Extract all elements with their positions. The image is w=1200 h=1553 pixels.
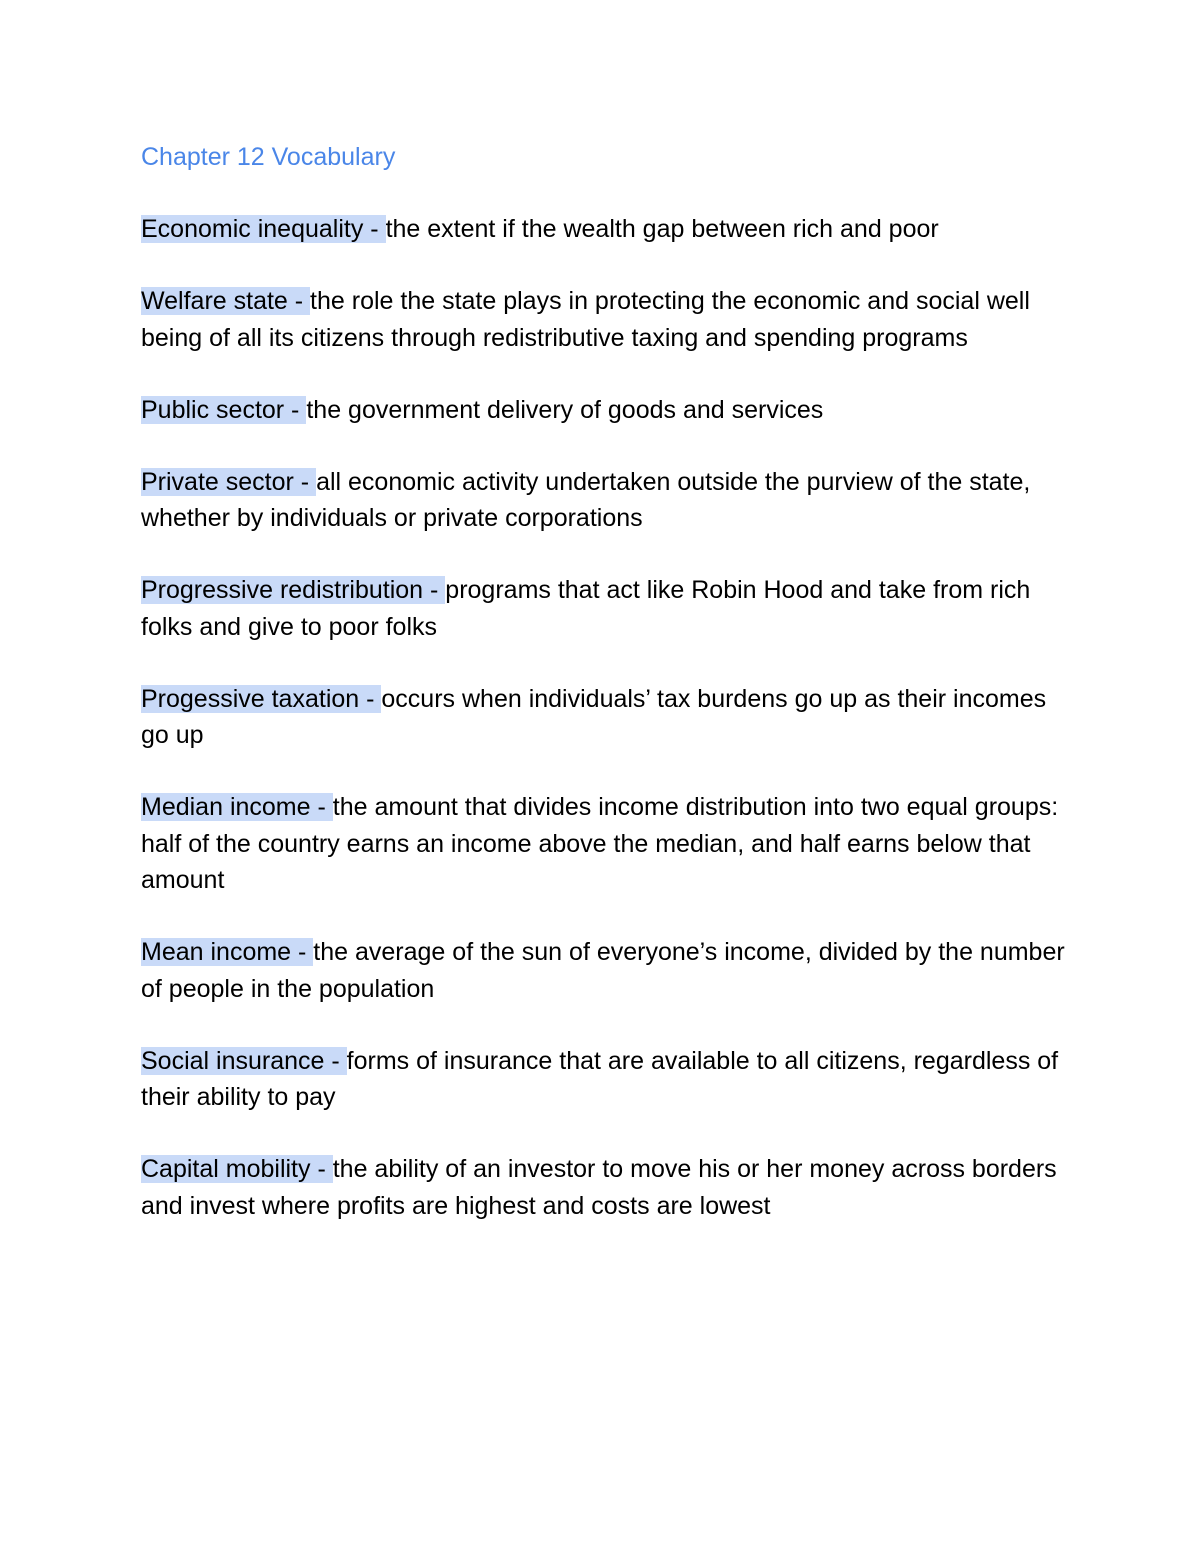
vocab-definition: the amount that divides income distribution into two equal groups: half of the country earns an income above the median, and half earns below that amount <box>141 793 1059 894</box>
vocab-entry <box>141 789 1071 899</box>
vocab-term: Public sector - <box>141 395 307 424</box>
vocab-entry <box>141 464 1071 537</box>
vocab-term: Mean income - <box>141 938 314 966</box>
vocab-term: Progessive taxation - <box>141 684 382 713</box>
vocab-definition: occurs when individuals’ tax burdens go up as their incomes go up <box>141 684 1047 749</box>
vocab-definition: all economic activity undertaken outside the purview of the state, whether by individuals or private corporations <box>141 467 1031 532</box>
document-title: Chapter 12 Vocabulary <box>141 143 396 171</box>
vocab-entry <box>141 572 1071 645</box>
vocab-entry <box>141 211 1071 248</box>
vocab-entry <box>141 1043 1071 1116</box>
vocab-definition: the role the state plays in protecting the economic and social well being of all its citizens through redistributive taxing and spending programs <box>141 287 1030 352</box>
vocab-entry <box>141 283 1071 356</box>
vocab-definition: programs that act like Robin Hood and take from rich folks and give to poor folks <box>141 576 1031 641</box>
vocab-entry <box>141 1151 1071 1224</box>
vocab-definition: the government delivery of goods and services <box>306 395 824 424</box>
vocab-term: Capital mobility - <box>141 1155 333 1183</box>
vocab-term: Median income - <box>141 793 333 821</box>
vocab-term: Welfare state - <box>141 287 311 315</box>
vocab-term: Economic inequality - <box>141 215 386 243</box>
vocab-entry <box>141 934 1071 1007</box>
vocab-term: Social insurance - <box>141 1046 347 1075</box>
document-content <box>141 138 1071 1260</box>
vocab-definition: forms of insurance that are available to all citizens, regardless of their ability to pay <box>141 1046 1059 1111</box>
vocab-entry <box>141 392 1071 429</box>
vocab-entry <box>141 681 1071 754</box>
vocab-definition: the ability of an investor to move his or her money across borders and invest where profits are highest and costs are lowest <box>141 1155 1057 1220</box>
vocab-term: Private sector - <box>141 467 317 496</box>
vocab-definition: the extent if the wealth gap between rich and poor <box>385 215 939 243</box>
vocab-term: Progressive redistribution - <box>141 576 446 604</box>
vocab-definition: the average of the sun of everyone’s income, divided by the number of people in the population <box>141 938 1065 1003</box>
